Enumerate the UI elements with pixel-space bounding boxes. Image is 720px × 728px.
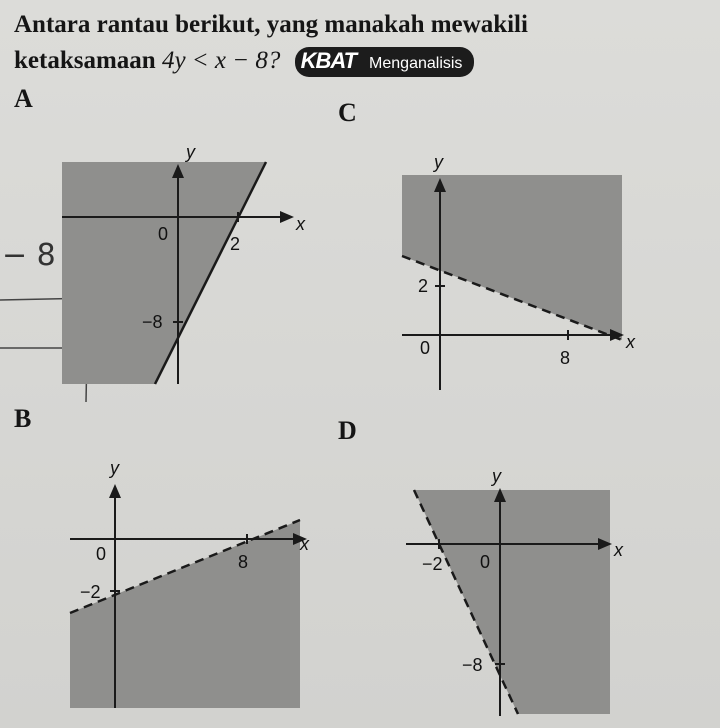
- inequality: 4y < x − 8?: [161, 47, 281, 74]
- option-d-label: D: [338, 416, 357, 445]
- option-a-x-tick: 2: [230, 234, 241, 254]
- option-d-graph[interactable]: [400, 466, 640, 722]
- option-b-y-arrow-icon: [109, 484, 121, 498]
- option-d-origin: 0: [480, 552, 491, 572]
- option-d-x-label: x: [614, 540, 623, 560]
- question-text: [14, 8, 704, 78]
- option-a-label: A: [14, 84, 33, 113]
- option-a-x-arrow-icon: [280, 211, 294, 223]
- option-c-y-label: y: [434, 152, 443, 172]
- margin-note: − 8: [2, 238, 56, 273]
- kbat-skill: Menganalisis: [369, 55, 463, 73]
- option-d-shaded-region: [414, 490, 610, 714]
- option-b-graph[interactable]: [60, 458, 320, 720]
- option-a-graph[interactable]: [50, 140, 310, 400]
- option-a-shaded-region: [62, 162, 266, 384]
- option-d-x-tick: −2: [422, 554, 443, 574]
- option-d-y-label: y: [492, 466, 501, 486]
- question-line-2: [14, 44, 704, 78]
- option-a-origin: 0: [158, 224, 169, 244]
- option-c-y-tick: 2: [418, 276, 429, 296]
- option-c-shaded-region: [402, 175, 622, 340]
- option-b-x-tick: 8: [238, 552, 249, 572]
- option-b-label: B: [14, 404, 32, 433]
- kbat-label: KBAT: [300, 48, 357, 74]
- option-c-graph[interactable]: [390, 150, 650, 410]
- option-c-origin: 0: [420, 338, 431, 358]
- question-line-1: Antara rantau berikut, yang manakah mewakili: [14, 11, 528, 38]
- option-a-x-label: x: [296, 214, 305, 234]
- option-c-x-tick: 8: [560, 348, 571, 368]
- option-b-y-tick: −2: [80, 582, 101, 602]
- option-c-label: C: [338, 98, 357, 127]
- option-d-y-tick: −8: [462, 655, 483, 675]
- kbat-badge: [295, 47, 475, 77]
- option-b-origin: 0: [96, 544, 107, 564]
- option-b-x-label: x: [300, 534, 309, 554]
- option-b-y-label: y: [110, 458, 119, 478]
- option-c-x-label: x: [626, 332, 635, 352]
- option-a-y-label: y: [186, 142, 195, 162]
- question-line-2-prefix: ketaksamaan: [14, 47, 156, 74]
- option-a-y-tick: −8: [142, 312, 163, 332]
